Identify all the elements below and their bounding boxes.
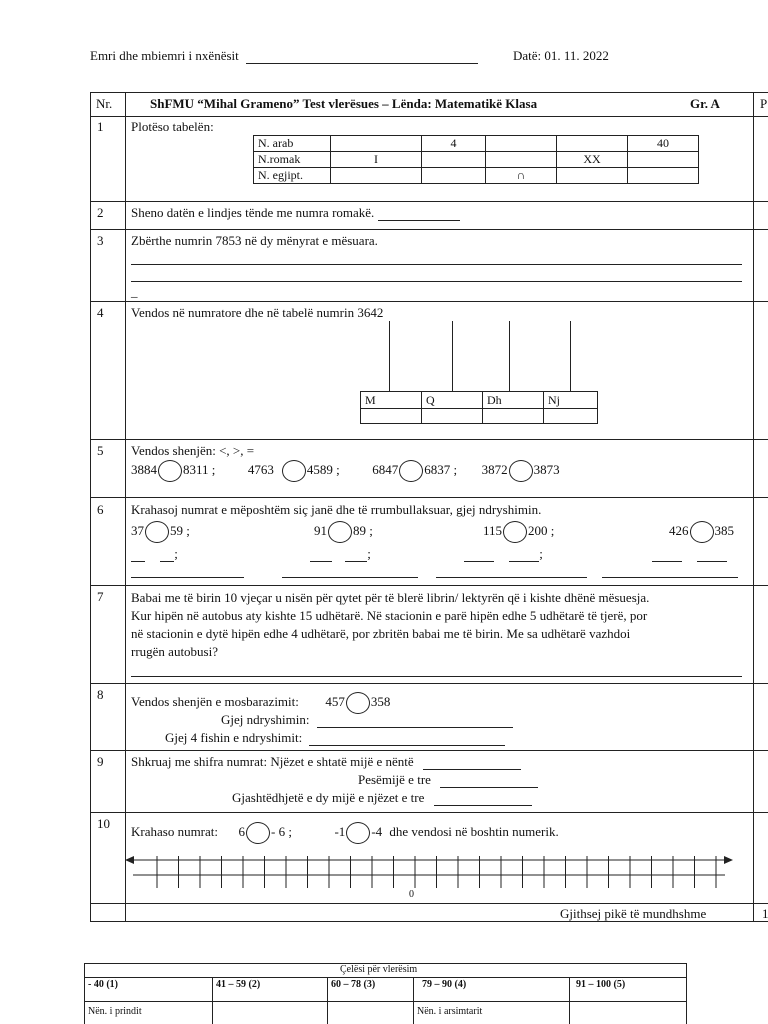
compare-oval[interactable]	[399, 460, 423, 482]
num: 426	[669, 522, 689, 538]
q6-text: Krahasoj numrat e mëposhtëm siç janë dhe të rrumbullaksuar, gjej ndryshimin.	[131, 502, 542, 517]
q8-diff-field[interactable]	[317, 715, 513, 728]
num: - 6 ;	[271, 823, 292, 839]
q2-row	[131, 205, 460, 221]
cell-input[interactable]	[628, 152, 699, 168]
q3-number: 3	[97, 233, 104, 248]
round-field[interactable]	[697, 551, 727, 562]
cell-input[interactable]: ∩	[486, 168, 557, 184]
cell-input[interactable]	[361, 409, 422, 424]
round-field[interactable]	[345, 551, 367, 562]
num: 457	[325, 693, 345, 709]
num: 385	[714, 522, 734, 538]
q7-line: rrugën autobusi?	[131, 644, 219, 659]
col-nr-header: Nr.	[96, 96, 113, 111]
q9-field-2[interactable]	[440, 775, 538, 788]
cell-input[interactable]	[331, 168, 422, 184]
num: -4	[371, 823, 383, 839]
q8-times-row	[165, 730, 505, 746]
round-field[interactable]	[160, 551, 174, 562]
q9-row-1	[131, 754, 521, 770]
q5-text: Vendos shenjën: <, >, =	[131, 443, 255, 458]
q8-l2: Gjej 4 fishin e ndryshimit:	[165, 730, 303, 745]
num: -1	[334, 823, 346, 839]
q6-diff-line-4[interactable]	[602, 577, 738, 578]
num: 6837 ;	[424, 461, 458, 477]
q3-answer-line-1[interactable]	[131, 264, 742, 265]
q8-diff-row	[221, 712, 513, 728]
q6-pair-1	[131, 521, 190, 543]
q10-number: 10	[97, 816, 110, 831]
q7-line: Kur hipën në autobus aty kishte 15 udhëtarë. Në stacionin e parë hipën edhe 5 udhëtarë të tjerë, por	[131, 608, 648, 623]
q6-round-3	[464, 546, 543, 562]
q6-round-4	[652, 546, 727, 562]
col-q: Q	[422, 392, 483, 409]
cell-input[interactable]	[486, 136, 557, 152]
q9-field-1[interactable]	[423, 757, 521, 770]
q7-line: në stacionin e dytë hipën edhe 4 udhëtarë, por zbritën babai me të birin. Me sa udhëtarë vazhdoi	[131, 626, 631, 641]
compare-oval[interactable]	[509, 460, 533, 482]
num: 358	[370, 693, 391, 709]
q7-line: Babai me të birin 10 vjeçar u nisën për qytet për të blerë librin/ lektyrën që i kishte dhënë mësuesja.	[131, 590, 650, 605]
cell-input[interactable]: XX	[557, 152, 628, 168]
student-name-label	[90, 48, 478, 64]
semicolon: ;	[367, 546, 371, 561]
cell-input[interactable]	[628, 168, 699, 184]
q4-number: 4	[97, 305, 104, 320]
arrow-left-icon	[125, 856, 134, 864]
q10-tail: dhe vendosi në boshtin numerik.	[389, 823, 559, 839]
q10-label: Krahaso numrat:	[131, 823, 219, 839]
num: 200 ;	[528, 522, 555, 538]
number-line-axis	[125, 854, 733, 894]
compare-oval[interactable]	[158, 460, 182, 482]
total-value: 1	[762, 906, 768, 921]
table-title: ShFMU “Mihal Grameno” Test vlerësues – Lënda: Matematikë Klasa	[150, 96, 538, 111]
compare-oval[interactable]	[503, 521, 527, 543]
total-label: Gjithsej pikë të mundhshme	[560, 906, 707, 921]
cell-input[interactable]: 4	[422, 136, 486, 152]
q3-text: Zbërthe numrin 7853 në dy mënyrat e mësuara.	[131, 233, 378, 248]
q7-text	[131, 589, 751, 661]
cell-input[interactable]	[557, 168, 628, 184]
numerals-table	[253, 135, 699, 184]
grade-4: 79 – 90 (4)	[422, 979, 467, 990]
q7-answer-line[interactable]	[131, 676, 742, 677]
num: 37	[131, 522, 144, 538]
cell: N.romak	[254, 152, 331, 168]
q8-number: 8	[97, 687, 104, 702]
q8-times-field[interactable]	[309, 733, 505, 746]
num: 115	[483, 522, 503, 538]
ticks	[157, 856, 733, 888]
compare-oval[interactable]	[145, 521, 169, 543]
cell-input[interactable]: 40	[628, 136, 699, 152]
q8-l1: Gjej ndryshimin:	[221, 712, 310, 727]
q6-number: 6	[97, 502, 104, 517]
grade-2: 41 – 59 (2)	[216, 979, 261, 990]
compare-oval[interactable]	[690, 521, 714, 543]
col-nj: Nj	[544, 392, 598, 409]
date-label: Datë: 01. 11. 2022	[513, 48, 609, 63]
cell-input[interactable]	[557, 136, 628, 152]
compare-oval[interactable]	[282, 460, 306, 482]
number-line[interactable]	[125, 854, 733, 900]
place-value-table	[360, 391, 598, 424]
cell: N. arab	[254, 136, 331, 152]
q5-number: 5	[97, 443, 104, 458]
num: 6847	[372, 461, 399, 477]
q9-l2: Pesëmijë e tre	[358, 772, 431, 787]
group-label: Gr. A	[690, 96, 720, 111]
q9-row-2	[358, 772, 538, 788]
points-header: P	[760, 96, 768, 111]
zero-label: 0	[409, 889, 414, 900]
round-field[interactable]	[131, 551, 145, 562]
round-field[interactable]	[509, 551, 539, 562]
num: 4763	[247, 461, 274, 477]
cell-input[interactable]	[486, 152, 557, 168]
num: 3884	[131, 461, 157, 477]
compare-oval[interactable]	[328, 521, 352, 543]
grade-1: - 40 (1)	[88, 979, 118, 990]
num: 8311 ;	[183, 461, 216, 477]
q3-dash: _	[131, 284, 138, 299]
q9-field-3[interactable]	[434, 793, 532, 806]
arrow-right-icon	[724, 856, 733, 864]
q1-text: Plotëso tabelën:	[131, 119, 214, 134]
compare-oval[interactable]	[346, 822, 370, 844]
grade-3: 60 – 78 (3)	[331, 979, 376, 990]
q6-diff-line-2[interactable]	[282, 577, 418, 578]
grade-5: 91 – 100 (5)	[576, 979, 626, 990]
q1-number: 1	[97, 119, 104, 134]
key-title: Çelësi për vlerësim	[340, 964, 418, 975]
q6-round-1	[131, 546, 178, 562]
cell-input[interactable]	[422, 409, 483, 424]
parent-signature-label: Nën. i prindit	[88, 1006, 142, 1017]
q6-pair-3	[483, 521, 554, 543]
q9-l1: Shkruaj me shifra numrat: Njëzet e shtatë mijë e nëntë	[131, 754, 414, 769]
cell-input[interactable]	[422, 168, 486, 184]
num: 3873	[533, 461, 560, 477]
num: 89 ;	[353, 522, 373, 538]
teacher-signature-label: Nën. i arsimtarit	[417, 1006, 483, 1017]
q3-answer-line-2[interactable]	[131, 281, 742, 282]
num: 3872	[481, 461, 508, 477]
q10-row	[131, 822, 559, 844]
num: 4589 ;	[306, 461, 340, 477]
q8-row	[131, 692, 390, 714]
q9-row-3	[232, 790, 532, 806]
name-label-text: Emri dhe mbiemri i nxënësit	[90, 48, 239, 63]
col-dh: Dh	[483, 392, 544, 409]
q8-text: Vendos shenjën e mosbarazimit:	[131, 693, 299, 709]
q6-round-2	[310, 546, 371, 562]
q6-diff-line-3[interactable]	[436, 577, 587, 578]
q4-text: Vendos në numratore dhe në tabelë numrin 3642	[131, 305, 384, 320]
compare-oval[interactable]	[246, 822, 270, 844]
semicolon: ;	[539, 546, 543, 561]
col-m: M	[361, 392, 422, 409]
cell: N. egjipt.	[254, 168, 331, 184]
q2-number: 2	[97, 205, 104, 220]
semicolon: ;	[174, 546, 178, 561]
num: 6	[238, 823, 246, 839]
round-field[interactable]	[464, 551, 494, 562]
q9-l3: Gjashtëdhjetë e dy mijë e njëzet e tre	[232, 790, 425, 805]
cell-input[interactable]: I	[331, 152, 422, 168]
cell-input[interactable]	[483, 409, 544, 424]
q6-pair-2	[314, 521, 373, 543]
round-field[interactable]	[310, 551, 332, 562]
q2-answer-line[interactable]	[378, 208, 460, 221]
cell-input[interactable]	[544, 409, 598, 424]
q6-pair-4	[669, 521, 734, 543]
q9-number: 9	[97, 754, 104, 769]
compare-oval[interactable]	[346, 692, 370, 714]
name-field[interactable]	[246, 50, 478, 64]
round-field[interactable]	[652, 551, 682, 562]
cell-input[interactable]	[331, 136, 422, 152]
cell-input[interactable]	[422, 152, 486, 168]
q2-text: Sheno datën e lindjes tënde me numra romakë.	[131, 205, 375, 220]
q7-number: 7	[97, 589, 104, 604]
num: 91	[314, 522, 327, 538]
num: 59 ;	[170, 522, 190, 538]
q5-pairs	[131, 460, 560, 482]
q6-diff-line-1[interactable]	[131, 577, 244, 578]
